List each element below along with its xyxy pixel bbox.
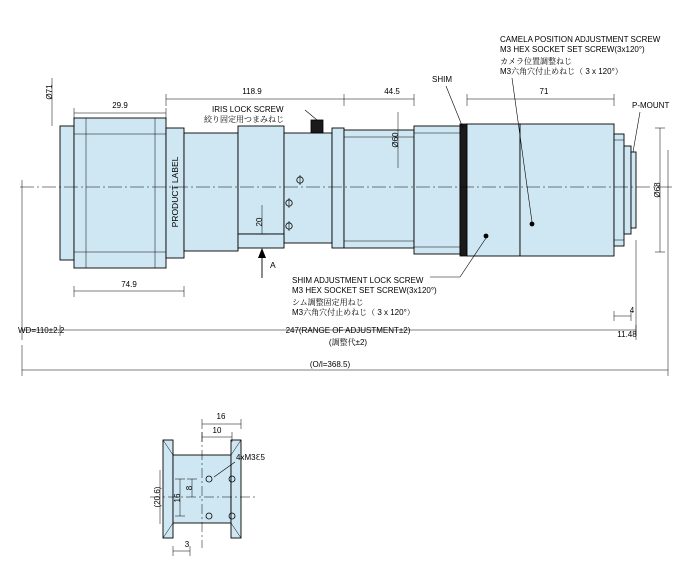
camera-screw-line-1: CAMELA POSITION ADJUSTMENT SCREW [500, 35, 661, 44]
label-16-top: 16 [216, 412, 226, 421]
label-29-9: 29.9 [112, 101, 128, 110]
label-71: 71 [539, 87, 549, 96]
dim-diameter-68 [653, 128, 665, 252]
iris-block [284, 133, 332, 243]
mid-barrel-1 [184, 133, 238, 251]
notch-block [238, 234, 284, 248]
front-ring [60, 126, 74, 260]
label-10: 10 [212, 426, 222, 435]
p-mount-tip [631, 152, 636, 228]
shim-screw-line-4: M3六角穴付止めねじ（ 3 x 120°） [292, 308, 415, 317]
label-44-5: 44.5 [384, 87, 400, 96]
label-overall: (O/l=368.5) [309, 360, 351, 369]
camera-screw-line-3: カメラ位置調整ねじ [500, 57, 572, 66]
dim-44-5 [344, 87, 414, 106]
label-diameter-71: Ø71 [45, 84, 54, 100]
label-20-6: (20.6) [153, 486, 162, 508]
callout-iris-lock-screw [204, 105, 317, 124]
dim-4 [614, 306, 635, 321]
label-3: 3 [184, 540, 190, 549]
callout-p-mount [632, 101, 669, 152]
shim-screw-line-2: M3 HEX SOCKET SET SCREW(3x120°) [292, 286, 437, 295]
dim-118-9 [166, 87, 344, 106]
label-16-left: 16 [173, 493, 182, 503]
iris-collar [332, 128, 344, 248]
section-left-flange [163, 440, 173, 538]
mount-section-view [150, 412, 265, 556]
label-range: 247(RANGE OF ADJUSTMENT±2) [285, 326, 411, 335]
shim-screw-dot [484, 234, 489, 239]
label-118-9: 118.9 [242, 87, 262, 96]
label-diameter-68: Ø68 [653, 182, 662, 198]
label-shim: SHIM [432, 75, 452, 84]
iris-lock-screw-line-1: IRIS LOCK SCREW [212, 105, 284, 114]
label-section-a: A [270, 260, 276, 270]
label-diameter-60: Ø60 [391, 132, 400, 148]
dim-29-9 [74, 101, 166, 120]
label-74-9: 74.9 [121, 280, 137, 289]
dim-range [60, 325, 636, 347]
shim-screw-line-1: SHIM ADJUSTMENT LOCK SCREW [292, 276, 424, 285]
label-11-48: 11.48 [617, 330, 637, 339]
tube-shoulder [414, 126, 460, 254]
label-20: 20 [255, 217, 264, 227]
shim-screw-line-3: シム調整固定用ねじ [292, 298, 364, 307]
dim-74-9 [74, 280, 184, 297]
camera-screw-dot [530, 222, 535, 227]
dim-71 [467, 87, 614, 106]
label-4: 4 [629, 306, 635, 315]
label-range-jp: (調整代±2) [328, 338, 368, 347]
label-wd: WD=110±2.2 [18, 326, 65, 335]
iris-lock-screw-line-2: 絞り固定用つまみねじ [204, 115, 284, 124]
front-barrel [74, 118, 166, 268]
p-mount-thread [624, 146, 631, 234]
dim-diameter-71 [45, 78, 54, 126]
tube-44-5 [344, 130, 414, 248]
label-thread-note: 4xM3ℇ5 [236, 453, 265, 462]
section-arrow-a [258, 248, 276, 278]
dim-wd [18, 180, 65, 340]
camera-screw-line-4: M3六角穴付止めねじ（ 3 x 120°） [500, 67, 623, 76]
rear-block-1 [467, 124, 520, 256]
rear-block-2 [520, 124, 614, 256]
label-p-mount: P-MOUNT [632, 101, 670, 110]
callout-shim [432, 75, 463, 128]
label-8: 8 [185, 485, 194, 491]
product-label-text: PRODUCT LABEL [170, 156, 180, 228]
lens-body-group [60, 118, 636, 268]
shim-plate [460, 124, 467, 256]
mount-flange [614, 134, 624, 246]
iris-lock-tab [311, 120, 323, 133]
camera-screw-line-2: M3 HEX SOCKET SET SCREW(3x120°) [500, 45, 645, 54]
